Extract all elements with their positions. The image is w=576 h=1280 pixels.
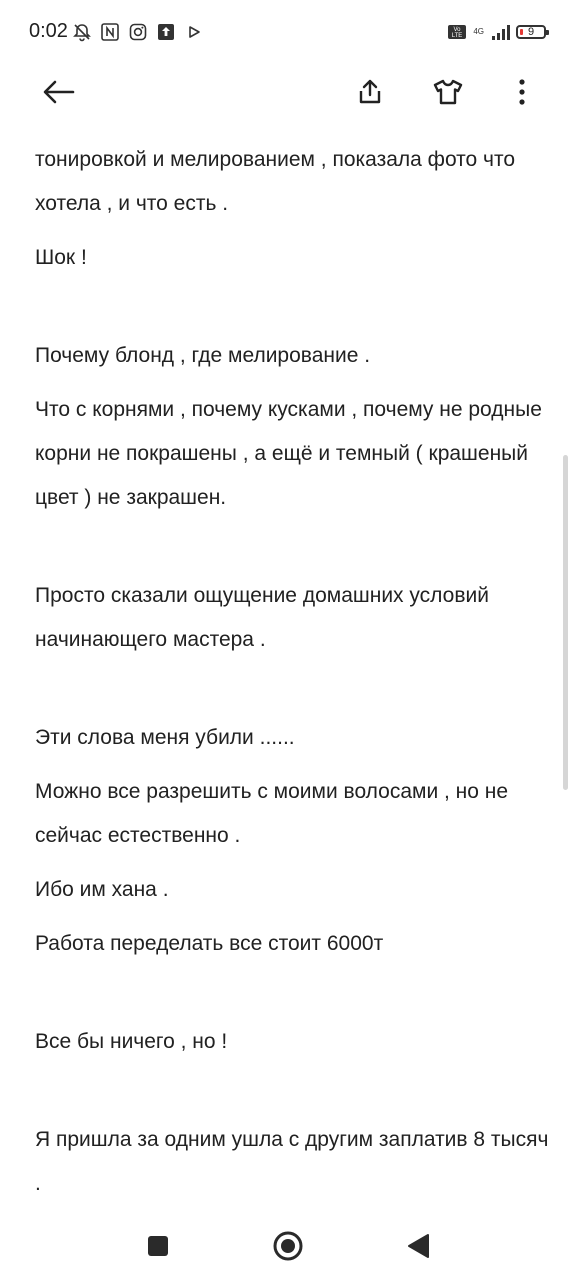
more-vert-icon	[518, 78, 526, 106]
upload-notification-icon	[156, 22, 176, 42]
battery-level: 9	[527, 26, 535, 38]
paragraph: Все бы ничего , но !	[35, 1030, 228, 1053]
svg-text:LTE: LTE	[452, 33, 463, 39]
paragraph: Почему блонд , где мелирование .	[35, 344, 371, 367]
paragraph: Ибо им хана .	[35, 878, 169, 901]
network-type-label: 4G	[473, 27, 484, 36]
paragraph: Что с корнями , почему кусками , почему не родные корни не покрашены , а ещё и темный ( крашеный цвет ) не закрашен.	[35, 398, 542, 509]
muted-bell-icon	[72, 22, 92, 42]
battery-fill	[520, 29, 523, 35]
home-button[interactable]	[266, 1224, 310, 1268]
nfc-icon	[100, 22, 120, 42]
theme-button[interactable]	[426, 70, 470, 114]
paragraph: Я пришла за одним ушла с другим заплатив 8 тысяч .	[35, 1128, 549, 1195]
navigation-bar	[0, 1212, 576, 1280]
t-shirt-icon	[431, 77, 465, 107]
svg-text:Vo: Vo	[453, 27, 461, 33]
post-content	[35, 138, 550, 1206]
app-bar	[0, 62, 576, 122]
volte-icon	[447, 22, 467, 42]
share-button[interactable]	[348, 70, 392, 114]
back-button[interactable]	[36, 70, 80, 114]
paragraph: Можно все разрешить с моими волосами , но не сейчас естественно .	[35, 780, 509, 847]
signal-icon	[490, 22, 510, 42]
back-arrow-icon	[40, 78, 76, 106]
share-icon	[355, 77, 385, 107]
status-bar	[0, 0, 576, 62]
status-icons-right	[447, 20, 546, 44]
recents-button[interactable]	[136, 1224, 180, 1268]
home-circle-icon	[272, 1230, 304, 1262]
paragraph: Просто сказали ощущение домашних условий начинающего мастера .	[35, 584, 489, 651]
paragraph: Шок !	[35, 246, 87, 269]
battery-icon	[516, 25, 546, 39]
paragraph: тонировкой и мелированием , показала фото что хотела , и что есть .	[35, 148, 516, 215]
more-options-button[interactable]	[500, 70, 544, 114]
paragraph: Работа переделать все стоит 6000т	[35, 932, 384, 955]
network-type	[473, 28, 484, 36]
status-time: 0:02	[29, 20, 68, 42]
status-icons-left	[72, 20, 204, 44]
nav-back-button[interactable]	[396, 1224, 440, 1268]
play-icon	[184, 22, 204, 42]
instagram-icon	[128, 22, 148, 42]
paragraph: Эти слова меня убили ......	[35, 726, 295, 749]
scrollbar-thumb[interactable]	[563, 455, 568, 790]
back-triangle-icon	[406, 1233, 430, 1259]
recents-square-icon	[146, 1234, 170, 1258]
